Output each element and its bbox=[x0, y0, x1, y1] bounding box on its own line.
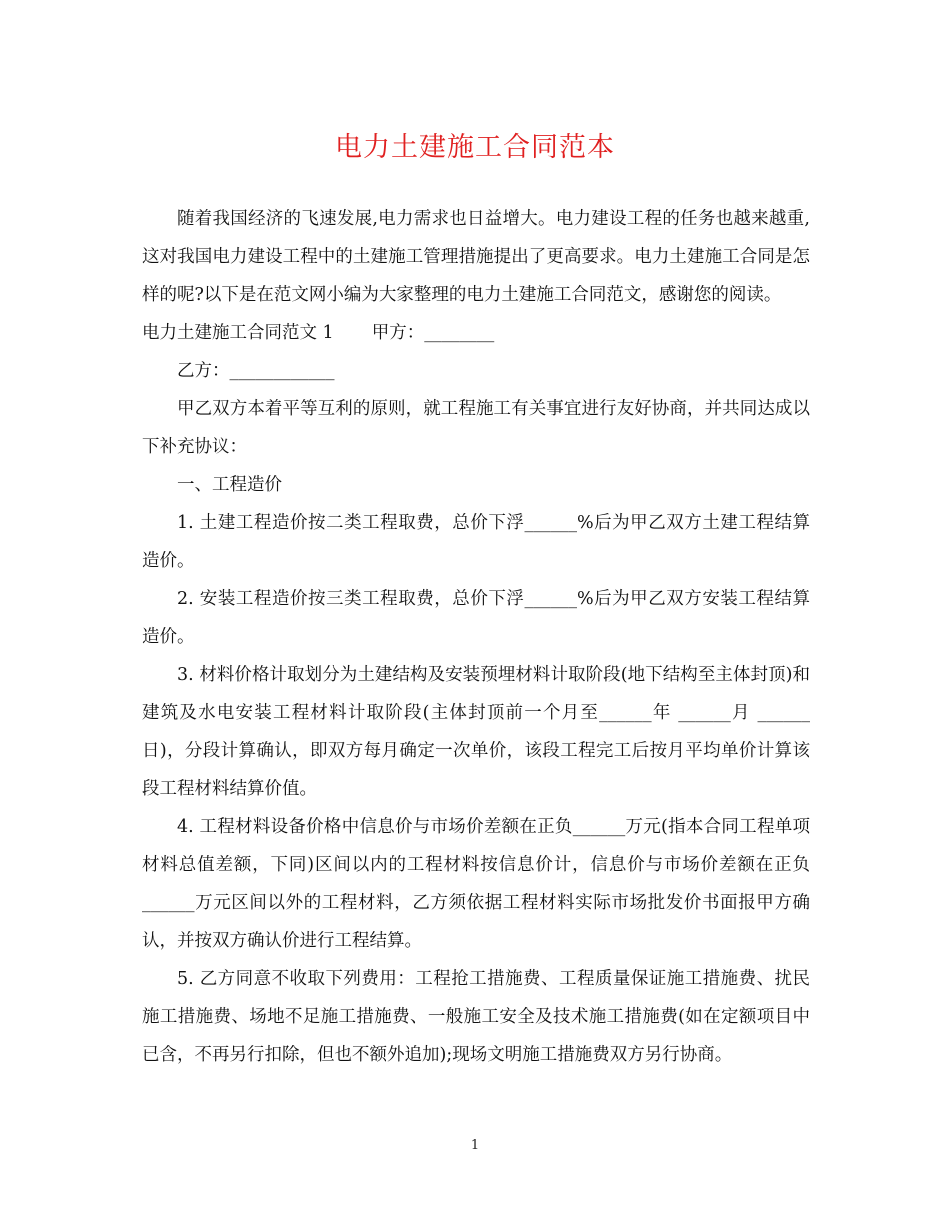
clause-4: 4. 工程材料设备价格中信息价与市场价差额在正负______万元(指本合同工程单项材料总值差额，下同)区间以内的工程材料按信息价计，信息价与市场价差额在正负 ______万元区间以外的工程材料，乙方须依据工程材料实际市场批发价书面报甲方确认，并按双方确认价进行工程结算。 bbox=[142, 817, 810, 951]
page-number: 1 bbox=[470, 1138, 480, 1153]
document-body bbox=[142, 200, 810, 1074]
intro-paragraph: 随着我国经济的飞速发展,电力需求也日益增大。电力建设工程的任务也越来越重,这对我国电力建设工程中的土建施工管理措施提出了更高要求。电力土建施工合同是怎样的呢?以下是在范文网小编为大家整理的电力土建施工合同范文，感谢您的阅读。 bbox=[142, 209, 810, 305]
document-title: 电力土建施工合同范本 bbox=[335, 132, 615, 163]
sample-heading: 电力土建施工合同范文 1 bbox=[142, 323, 334, 343]
sample-heading-row bbox=[142, 314, 810, 352]
section-heading: 一、工程造价 bbox=[177, 475, 282, 495]
clause-2: 2. 安装工程造价按三类工程取费，总价下浮______%后为甲乙双方安装工程结算造价。 bbox=[142, 589, 810, 647]
clause-1: 1. 土建工程造价按二类工程取费，总价下浮______%后为甲乙双方土建工程结算造价。 bbox=[142, 513, 810, 571]
clause-3: 3. 材料价格计取划分为土建结构及安装预埋材料计取阶段(地下结构至主体封顶)和建筑及水电安装工程材料计取阶段(主体封顶前一个月至______年 ______月 ______日)，分段计算确认，即双方每月确定一次单价，该段工程完工后按月平均单价计算该段工程材料结算价值。 bbox=[142, 665, 810, 799]
clause-5: 5. 乙方同意不收取下列费用：工程抢工措施费、工程质量保证施工措施费、扰民施工措施费、场地不足施工措施费、一般施工安全及技术施工措施费(如在定额项目中已含，不再另行扣除，但也不额外追加);现场文明施工措施费双方另行协商。 bbox=[142, 969, 810, 1065]
party-b-line: 乙方：____________ bbox=[177, 361, 335, 381]
party-a-line: 甲方：________ bbox=[371, 323, 495, 343]
preamble-paragraph: 甲乙双方本着平等互利的原则，就工程施工有关事宜进行友好协商，并共同达成以下补充协议： bbox=[142, 399, 810, 457]
